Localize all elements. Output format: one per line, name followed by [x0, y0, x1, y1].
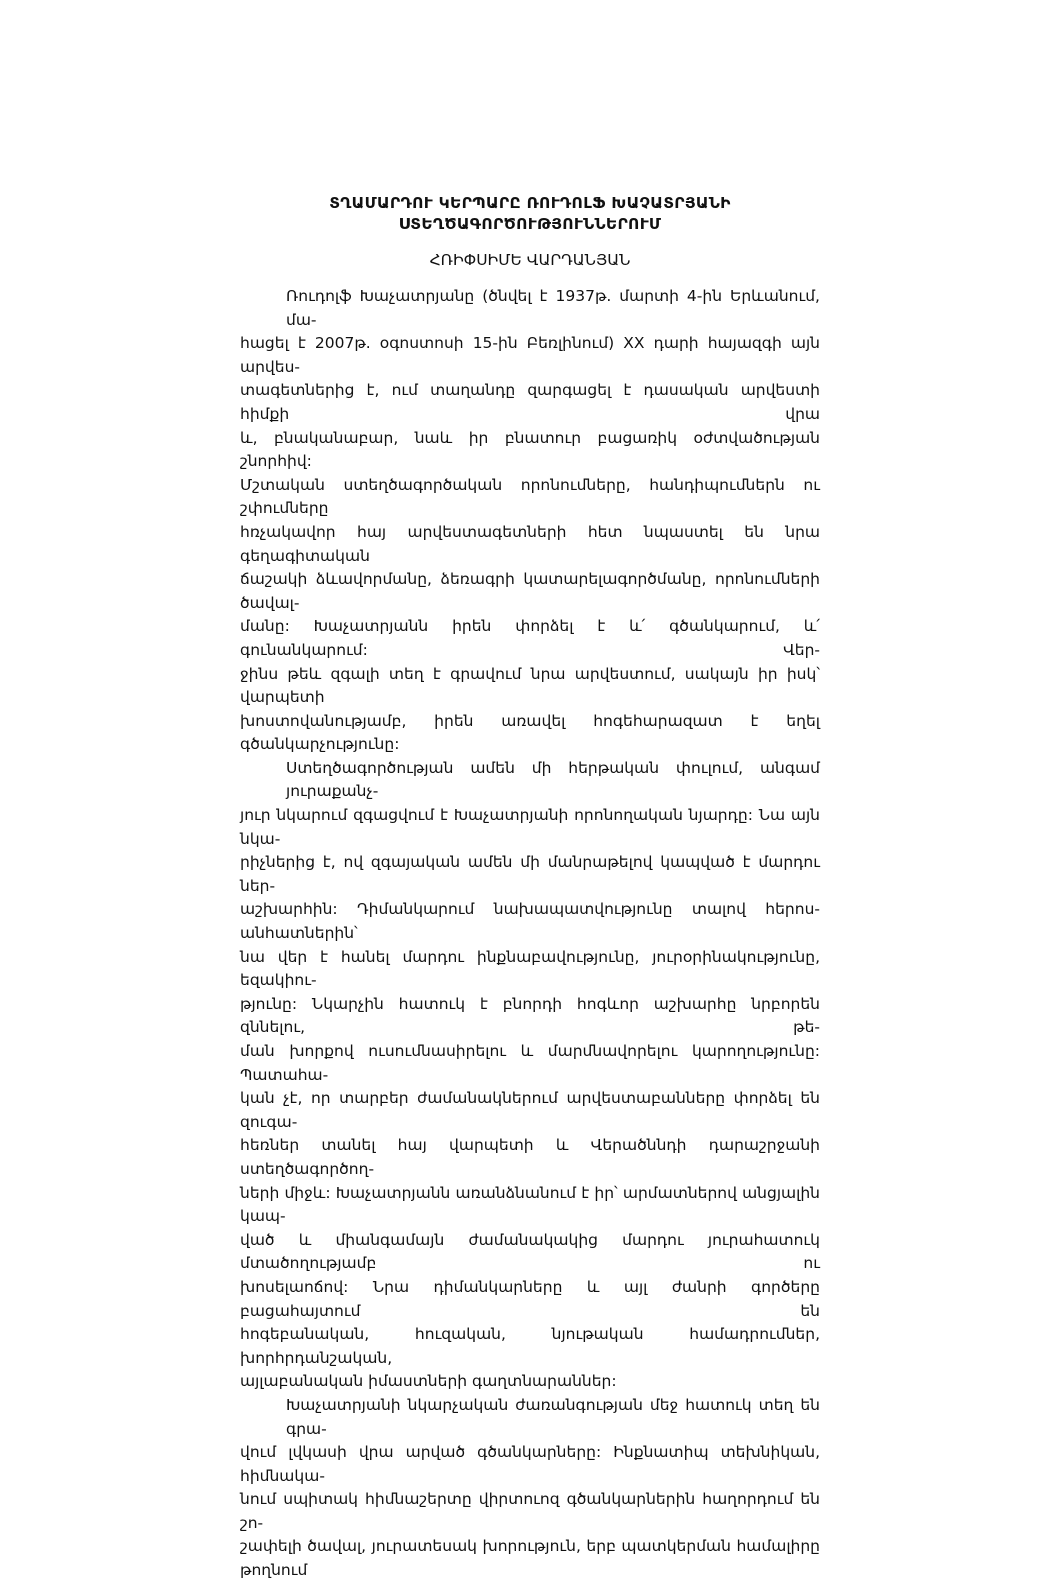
text-line: յուր նկարում զգացվում է Խաչատրյանի որոնողական նյարդը: Նա այն նկա-	[240, 806, 820, 848]
text-line: ների միջև: Խաչատրյանն առանձնանում է իր՝ արմատներով անցյալին կապ-	[240, 1183, 820, 1226]
text-line: ված և միանգամայն ժամանակակից մարդու յուրահատուկ մտածողությամբ ու	[240, 1230, 820, 1273]
text-line: թյունը: Նկարչին հատուկ է բնորդի հոգևոր աշխարհը նրբորեն զննելու, թե-	[240, 994, 820, 1037]
article-title-line-1: ՏՂԱՄԱՐԴՈՒ ԿԵՐՊԱՐԸ ՌՈՒԴՈԼՖ ԽԱՉԱՏՐՅԱՆԻ	[329, 194, 731, 212]
article-body	[240, 285, 820, 1583]
text-line: նում սպիտակ հիմնաշերտը վիրտուոզ գծանկարներին հաղորդում են շո-	[240, 1490, 820, 1532]
text-line: րիչներից է, ով զգայական ամեն մի մանրաթելով կապված է մարդու ներ-	[240, 853, 820, 895]
text-line: կան չէ, որ տարբեր ժամանակներում արվեստաբանները փորձել են զուգա-	[240, 1089, 820, 1131]
text-line: շափելի ծավալ, յուրատեսակ խորություն, երբ պատկերման համալիրը թողնում	[240, 1537, 820, 1580]
article-title	[240, 193, 820, 235]
paragraph-1	[240, 285, 820, 757]
paragraph-3	[240, 1394, 820, 1583]
article-author: ՀՌԻՓՍԻՄԵ ՎԱՐԴԱՆՅԱՆ	[429, 251, 631, 269]
text-line: Ռուդոլֆ Խաչատրյանը (ծնվել է 1937թ. մարտի 4-ին Երևանում, մա-	[286, 287, 820, 329]
text-line: վում լվկասի վրա արված գծանկարները: Ինքնատիպ տեխնիկան, հիմնակա-	[240, 1443, 820, 1485]
text-line: ջինս թեև զգալի տեղ է գրավում նրա արվեստում, սակայն իր իսկ՝ վարպետի	[240, 664, 820, 707]
text-line: ճաշակի ձևավորմանը, ձեռագրի կատարելագործմանը, որոնումների ծավալ-	[240, 570, 820, 612]
text-line: հոգեբանական, հուզական, նյութական համադրումներ, խորհրդանշական,	[240, 1325, 820, 1367]
text-line: Մշտական ստեղծագործական որոնումները, հանդիպումներն ու շփումները	[240, 475, 820, 518]
text-line: տագետներից է, ում տաղանդը զարգացել է դասական արվեստի հիմքի վրա	[240, 381, 820, 423]
text-line: ման խորքով ուսումնասիրելու և մարմնավորելու կարողությունը: Պատահա-	[240, 1042, 820, 1084]
text-line: աշխարհին: Դիմանկարում նախապատվությունը տալով հերոս-անհատներին՝	[240, 900, 820, 943]
text-line: խոսելաոճով: Նրա դիմանկարները և այլ ժանրի գործերը բացահայտում են	[240, 1277, 820, 1320]
text-line: հացել է 2007թ. օգոստոսի 15-ին Բեռլինում) XX դարի հայազգի այն արվես-	[240, 334, 820, 376]
text-line: խոստովանությամբ, իրեն առավել հոգեհարազատ է եղել գծանկարչությունը:	[240, 711, 820, 754]
text-line: Խաչատրյանի նկարչական ժառանգության մեջ հատուկ տեղ են գրա-	[286, 1395, 820, 1438]
article-title-line-2: ՍՏԵՂԾԱԳՈՐԾՈՒԹՅՈՒՆՆԵՐՈՒՄ	[398, 215, 662, 233]
text-line: Ստեղծագործության ամեն մի հերթական փուլում, անգամ յուրաքանչ-	[286, 758, 820, 801]
text-line: այլաբանական իմաստների գաղտնարաններ:	[240, 1372, 617, 1391]
text-line: և, բնականաբար, նաև իր բնատուր բացառիկ օժտվածության շնորհիվ:	[240, 428, 820, 471]
text-line: հռչակավոր հայ արվեստագետների հետ նպաստել են նրա գեղագիտական	[240, 522, 820, 565]
text-line: հեռներ տանել հայ վարպետի և Վերածննդի դարաշրջանի ստեղծագործող-	[240, 1136, 820, 1178]
text-line: նա վեր է հանել մարդու ինքնաբավությունը, յուրօրինակությունը, եզակիու-	[240, 947, 820, 990]
text-line: մանը: Խաչատրյանն իրեն փորձել է և՛ գծանկարում, և՛ գունանկարում: Վեր-	[240, 617, 820, 659]
paragraph-2	[240, 757, 820, 1394]
